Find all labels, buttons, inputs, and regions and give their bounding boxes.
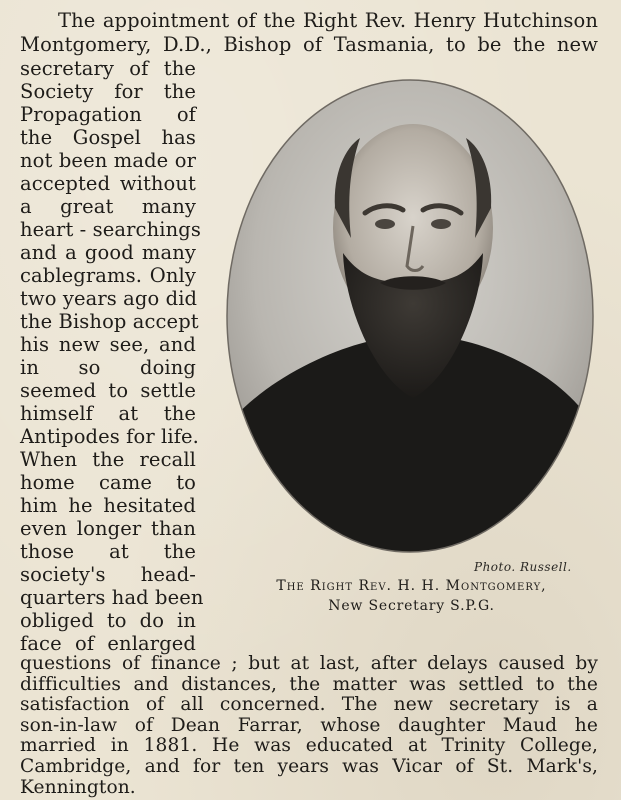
column-line: the Bishop accept: [20, 310, 199, 333]
column-line: cablegrams. Only: [20, 264, 196, 287]
photo-credit: Photo. Russell.: [474, 560, 572, 574]
column-line: himself at the: [20, 402, 196, 425]
portrait-image: [225, 78, 595, 554]
column-line: home came to: [20, 471, 196, 494]
column-line: and a good many: [20, 241, 196, 264]
opening-line: The appointment of the Right Rev. Henry Hutchinson: [58, 9, 598, 32]
caption-name: The Right Rev. H. H. Montgomery,: [276, 578, 547, 594]
column-line: quarters had been: [20, 586, 204, 609]
column-line: secretary of the: [20, 57, 196, 80]
closing-line: satisfaction of all concerned. The new secretary is a: [20, 694, 598, 716]
column-line: face of enlarged: [20, 632, 196, 655]
column-line: even longer than: [20, 517, 196, 540]
column-line: those at the: [20, 540, 196, 563]
column-line: obliged to do in: [20, 609, 196, 632]
closing-line: questions of finance ; but at last, after delays caused by: [20, 653, 598, 674]
column-line: When the recall: [20, 448, 196, 471]
column-line: Antipodes for life.: [20, 425, 199, 448]
column-line: not been made or: [20, 149, 196, 172]
caption-role: New Secretary S.P.G.: [328, 598, 495, 614]
column-line: heart - searchings: [20, 218, 201, 241]
column-line: him he hesitated: [20, 494, 196, 517]
column-line: Society for the: [20, 80, 196, 103]
closing-line: married in 1881. He was educated at Trinity College,: [20, 735, 598, 757]
column-line: society's head-: [20, 563, 196, 586]
opening-line: Montgomery, D.D., Bishop of Tasmania, to be the new: [20, 33, 598, 56]
closing-line: Cambridge, and for ten years was Vicar of St. Mark's,: [20, 756, 598, 777]
column-line: Propagation of: [20, 103, 196, 126]
closing-line: Kennington.: [20, 776, 136, 798]
portrait-photo: [225, 78, 595, 554]
column-line: two years ago did: [20, 287, 198, 310]
closing-line: son-in-law of Dean Farrar, whose daughter Maud he: [20, 714, 598, 736]
closing-line: difficulties and distances, the matter was settled to the: [20, 673, 598, 695]
column-line: a great many: [20, 195, 196, 218]
column-line: the Gospel has: [20, 126, 196, 149]
column-line: accepted without: [20, 172, 196, 195]
column-line: seemed to settle: [20, 379, 196, 402]
column-line: in so doing: [20, 356, 196, 379]
column-line: his new see, and: [20, 333, 196, 356]
